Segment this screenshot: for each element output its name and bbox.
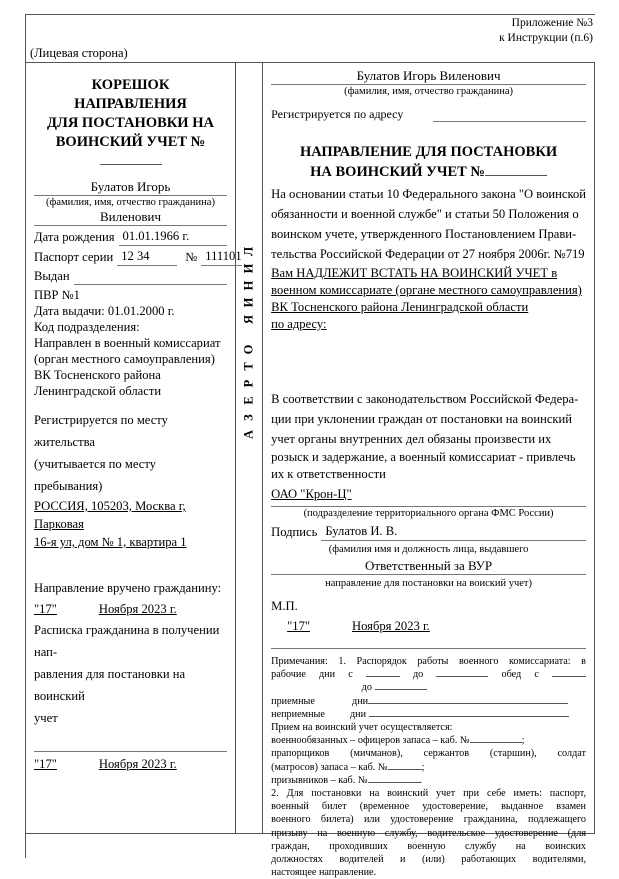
- direction-basis-line1: На основании статьи 10 Федерального закона "О воинской: [271, 187, 586, 201]
- stub-title-line3: [34, 133, 227, 171]
- notes-reception-label2: дни: [352, 695, 369, 707]
- notes-intake-2b-row: (матросов) запаса – каб. № ;: [271, 761, 425, 773]
- cut-line-column: [236, 63, 263, 833]
- direction-register-value[interactable]: [433, 108, 586, 122]
- notes-schedule-row: [271, 668, 586, 694]
- stub-spacer-1: [34, 399, 227, 409]
- notes-reception-blank[interactable]: [368, 703, 568, 704]
- notes-workday-from[interactable]: [366, 676, 400, 677]
- notes-intake-1-label: военнообязанных – офицеров запаса – каб. №: [271, 735, 470, 747]
- main-form-table: [25, 62, 595, 879]
- direction-law-line1: В соответствии с законодательством Российской Федера-: [271, 392, 579, 406]
- notes-reception-label: приемные: [271, 695, 315, 707]
- notes-block: [271, 655, 586, 879]
- notes-n2-line4: призыву на военную службу, водительское удостоверение (для: [271, 827, 586, 839]
- direction-signature-caption: (фамилия имя и должность лица, выдавшего: [328, 544, 529, 555]
- stub-passport-no-label: №: [185, 250, 198, 264]
- direction-register-label: Регистрируется по адресу: [271, 107, 404, 121]
- direction-name-value[interactable]: Булатов Игорь Виленович: [356, 68, 501, 83]
- direction-position-caption: направление для постановки на воиский учет): [325, 578, 532, 589]
- notes-intake-3-row: призывников – каб. № .: [271, 774, 423, 786]
- stub-birth-label: Дата рождения: [34, 230, 115, 244]
- notes-n2-line6: должностях водителей и (или) работающих водителями,: [271, 854, 586, 866]
- stub-receipt-line2: равления для постановки на воинский: [34, 667, 186, 703]
- notes-nonreception-label: неприемные: [271, 708, 325, 720]
- stub-passport-label: Паспорт серии: [34, 250, 114, 264]
- cut-letter-8: Р: [241, 379, 256, 388]
- notes-to-label-2: до: [361, 682, 372, 694]
- direction-must-block: [271, 265, 586, 333]
- direction-must-line4[interactable]: по адресу:: [271, 317, 327, 331]
- stub-passport-series[interactable]: 12 34: [117, 248, 177, 266]
- stub-registered-line2: (учитывается по месту пребывания): [34, 457, 156, 493]
- stub-passport-number[interactable]: 111101: [201, 248, 241, 266]
- direction-signature-row: [271, 523, 586, 541]
- notes-lunch-to[interactable]: [375, 689, 427, 690]
- cut-letter-11: А: [241, 429, 256, 440]
- direction-position-rule: [271, 574, 586, 575]
- notes-intake-header: Прием на воинский учет осуществляется:: [271, 722, 453, 734]
- stub-directed-line3[interactable]: ВК Тосненского района: [34, 368, 161, 382]
- stub-title-text: ВОИНСКИЙ УЧЕТ №: [55, 134, 206, 150]
- stub-name-caption: (фамилия, имя, отчество гражданина): [46, 197, 215, 208]
- stub-receipt-date-row: [34, 754, 227, 774]
- stub-number-blank[interactable]: [100, 164, 162, 165]
- direction-law-line4: розыск и задержание, а военный комиссариат - привлечь: [271, 450, 576, 464]
- stub-handed-date-row: [34, 599, 227, 619]
- direction-basis-line2: обязанности и военной службе" и статьи 50 Положения о: [271, 207, 579, 221]
- direction-name-caption: (фамилия, имя, отчество гражданина): [344, 86, 514, 97]
- stub-patronymic-rule: [34, 225, 227, 226]
- direction-law-line3: учет органы внутренних дел обязаны произвести их: [271, 432, 552, 446]
- appendix-instruction-ref: к Инструкции (п.6): [499, 32, 593, 44]
- stub-passport-row: [34, 248, 242, 266]
- stub-receipt-line1: Расписка гражданина в получении нап-: [34, 623, 220, 659]
- direction-basis-line4: тельства Российской Федерации от 27 ноября 2006г. №719: [271, 247, 585, 261]
- notes-line-1: Примечания: 1. Распорядок работы военного комиссариата: в: [271, 656, 586, 667]
- direction-law-line5: их к ответственности: [271, 467, 386, 481]
- notes-reception-row: [271, 695, 586, 708]
- notes-intake-2a: прапорщиков (мичманов), сержантов (старшин), солдат: [271, 748, 586, 760]
- direction-signature-value[interactable]: Булатов И. В.: [321, 523, 586, 541]
- stub-handed-month[interactable]: Ноября 2023 г.: [98, 602, 177, 616]
- direction-must-line3[interactable]: ВК Тосненского района Ленинградской области: [271, 300, 529, 314]
- cut-letter-2: Н: [241, 280, 256, 291]
- stub-directed-line1: Направлен в военный комиссариат: [34, 336, 221, 350]
- notes-n2-line1: 2. Для постановки на воинский учет при себе иметь: паспорт,: [271, 788, 586, 800]
- direction-stamp-label: М.П.: [271, 599, 298, 613]
- stub-receipt-day[interactable]: "17": [34, 757, 57, 771]
- stub-issued-row: [34, 268, 227, 285]
- stub-registered-line1: Регистрируется по месту жительства: [34, 413, 168, 449]
- notes-intake-1-row: военнообязанных – офицеров запаса – каб. № ;: [271, 735, 525, 747]
- notes-nonreception-row: [271, 708, 586, 721]
- direction-title-line1: НАПРАВЛЕНИЕ ДЛЯ ПОСТАНОВКИ: [300, 144, 558, 160]
- notes-lunch-label: обед с: [501, 669, 539, 681]
- appendix-number: Приложение №3: [511, 17, 593, 29]
- notes-n2-line2: военный билет (временное удостоверение, выданное взамен: [271, 801, 586, 813]
- document-header: [30, 16, 595, 46]
- notes-workday-to[interactable]: [436, 676, 488, 677]
- notes-intake-3-label: призывников – каб. №: [271, 774, 368, 786]
- stub-division-code[interactable]: Код подразделения:: [34, 320, 140, 334]
- notes-n2-line7: настоящее направление.: [271, 867, 377, 879]
- cut-letter-3: И: [241, 297, 256, 308]
- stub-column: [26, 63, 242, 833]
- direction-number-blank[interactable]: [485, 175, 547, 176]
- stub-patronymic-value[interactable]: Виленович: [100, 209, 161, 224]
- direction-org-value[interactable]: ОАО "Крон-Ц": [271, 487, 352, 501]
- stub-directed-line4[interactable]: Ленинградской области: [34, 384, 162, 398]
- direction-date-day[interactable]: "17": [287, 619, 311, 633]
- notes-nonreception-label2: дни: [349, 708, 367, 720]
- notes-intake-3-blank[interactable]: [368, 782, 420, 783]
- direction-title-text2: НА ВОИНСКИЙ УЧЕТ №: [310, 164, 485, 180]
- cut-letter-6: О: [241, 344, 256, 355]
- cut-letter-10: З: [241, 414, 256, 421]
- stub-issue-date[interactable]: Дата выдачи: 01.01.2000 г.: [34, 304, 175, 318]
- direction-must-line2: военном комиссариате (органе местного самоуправления): [271, 283, 582, 297]
- stub-handed-day[interactable]: "17": [34, 602, 57, 616]
- notes-to-label-1: до: [412, 669, 424, 681]
- stub-birth-row: [34, 228, 227, 246]
- cut-letter-7: Т: [241, 362, 256, 371]
- stub-issued-by[interactable]: ПВР №1: [34, 288, 80, 302]
- notes-separator-rule: [271, 648, 586, 649]
- stub-issued-label: Выдан: [34, 269, 70, 283]
- cut-letter-4: Я: [241, 314, 256, 325]
- stub-spacer-2: [34, 551, 227, 577]
- direction-position-value[interactable]: Ответственный за ВУР: [365, 558, 493, 573]
- notes-nonreception-blank[interactable]: [369, 716, 569, 717]
- notes-n2-line5: граждан, проходивших военную службу на воинских: [271, 840, 586, 852]
- direction-basis-line3: воинском учете, утвержденного Постановлением Прави-: [271, 227, 577, 241]
- notes-workdays-label: рабочие дни с: [271, 669, 353, 681]
- direction-signature-label: Подпись: [271, 525, 318, 539]
- direction-date-month[interactable]: Ноября 2023 г.: [352, 619, 430, 633]
- direction-title-line2: [271, 162, 586, 182]
- direction-column: [263, 63, 594, 879]
- notes-intake-2b-label: (матросов) запаса – каб. №: [271, 761, 388, 773]
- direction-date-row: [271, 616, 586, 636]
- stub-issued-value[interactable]: [74, 268, 227, 285]
- cut-line-label: [236, 243, 262, 443]
- cut-letter-0: Л: [241, 246, 256, 257]
- stub-receipt-month[interactable]: Ноября 2023 г.: [98, 757, 177, 771]
- page-side-label: (Лицевая сторона): [30, 46, 128, 60]
- notes-intake-2-blank[interactable]: [388, 769, 422, 770]
- stub-receipt-line3: учет: [34, 711, 58, 725]
- stub-address-line1[interactable]: РОССИЯ, 105203, Москва г, Парковая: [34, 499, 186, 531]
- stub-title-line2: ДЛЯ ПОСТАНОВКИ НА: [47, 115, 214, 131]
- stub-title-line1: КОРЕШОК НАПРАВЛЕНИЯ: [74, 77, 187, 112]
- stub-directed-line2: (орган местного самоуправления): [34, 352, 215, 366]
- direction-address-space[interactable]: [271, 333, 586, 389]
- stub-handed-label: Направление вручено гражданину:: [34, 581, 222, 595]
- direction-must-line1: Вам НАДЛЕЖИТ ВСТАТЬ НА ВОИНСКИЙ УЧЕТ в: [271, 266, 558, 280]
- notes-lunch-from[interactable]: [552, 676, 586, 677]
- stub-address-line2[interactable]: 16-я ул, дом № 1, квартира 1: [34, 535, 187, 549]
- direction-org-caption: (подразделение территориального органа ФМС России): [303, 508, 554, 519]
- notes-intake-1-blank[interactable]: [470, 742, 522, 743]
- direction-org-wrap: [271, 486, 586, 503]
- stub-receipt-rule: [34, 751, 227, 752]
- direction-law-line2: ции при уклонении граждан от постановки на воинский: [271, 412, 573, 426]
- cut-letter-1: И: [241, 263, 256, 274]
- notes-n2-line3: военного билета) или удостоверение гражданина, подлежащего: [271, 814, 586, 826]
- direction-register-row: [271, 107, 586, 122]
- stub-birth-value[interactable]: 01.01.1966 г.: [119, 228, 227, 246]
- stub-name-value[interactable]: Булатов Игорь: [90, 179, 171, 194]
- cut-letter-9: Е: [241, 396, 256, 405]
- stub-spacer-3: [34, 729, 227, 751]
